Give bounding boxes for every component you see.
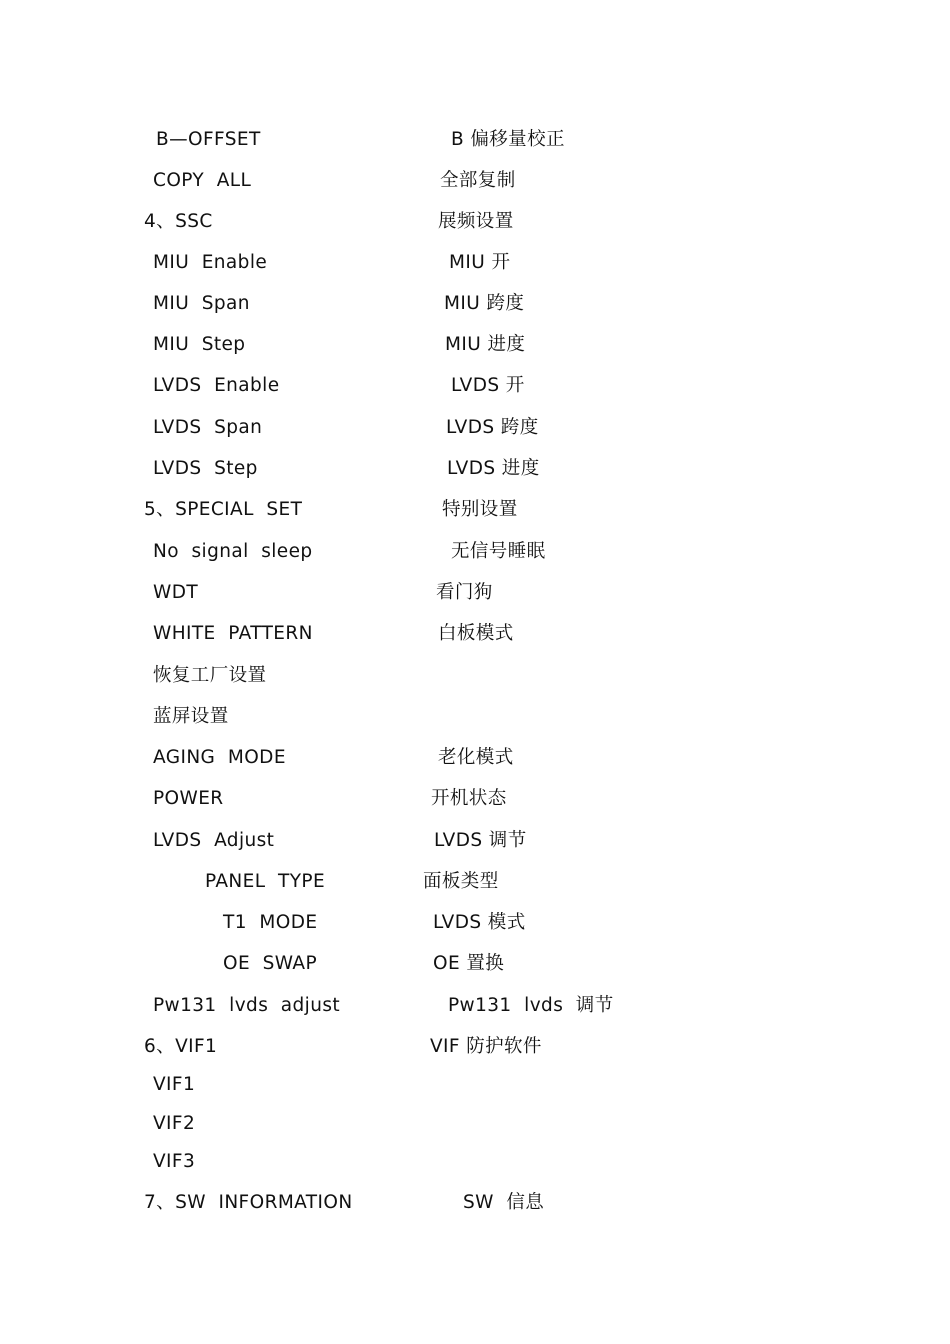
section-label-zh: SW 信息 <box>463 1192 545 1213</box>
menu-label-zh: OE 置换 <box>433 953 505 974</box>
menu-label-zh: LVDS 模式 <box>433 912 526 933</box>
menu-label-en: T1 MODE <box>223 912 318 933</box>
section-label-en: 6、VIF1 <box>144 1036 218 1057</box>
section-heading-sw-information <box>0 1188 950 1218</box>
menu-label-zh: MIU 进度 <box>445 334 526 355</box>
menu-label-en: No signal sleep <box>153 541 313 562</box>
menu-label-en: AGING MODE <box>153 747 286 768</box>
menu-label-en: POWER <box>153 788 224 809</box>
menu-label-zh: 白板模式 <box>438 623 514 644</box>
menu-label-en: COPY ALL <box>153 170 252 191</box>
menu-label-zh: LVDS 进度 <box>447 458 540 479</box>
menu-line-vif3 <box>0 1147 950 1177</box>
menu-line-lvds-enable <box>0 371 950 401</box>
menu-line-power <box>0 784 950 814</box>
menu-label-en: LVDS Span <box>153 417 263 438</box>
menu-label-en: WDT <box>153 582 199 603</box>
menu-line-miu-span <box>0 289 950 319</box>
section-heading-vif1 <box>0 1032 950 1062</box>
menu-label-en: 蓝屏设置 <box>153 706 229 727</box>
menu-label-en: B—OFFSET <box>156 129 261 150</box>
menu-label-en: VIF2 <box>153 1113 196 1134</box>
menu-line-lvds-adjust <box>0 826 950 856</box>
menu-label-en: Pw131 lvds adjust <box>153 995 341 1016</box>
menu-label-zh: Pw131 lvds 调节 <box>448 995 614 1016</box>
menu-label-zh: 面板类型 <box>423 871 499 892</box>
menu-label-en: LVDS Step <box>153 458 258 479</box>
menu-label-en: WHITE PATTERN <box>153 623 313 644</box>
menu-label-en: MIU Step <box>153 334 246 355</box>
menu-label-en: OE SWAP <box>223 953 318 974</box>
menu-label-en: LVDS Enable <box>153 375 280 396</box>
section-label-zh: 特别设置 <box>442 499 518 520</box>
section-label-en: 4、SSC <box>144 211 213 232</box>
section-heading-ssc <box>0 207 950 237</box>
menu-line-miu-step <box>0 330 950 360</box>
menu-line-lvds-span <box>0 413 950 443</box>
menu-line-factory-reset <box>0 661 950 691</box>
section-heading-special-set <box>0 495 950 525</box>
menu-line-aging-mode <box>0 743 950 773</box>
menu-label-en: PANEL TYPE <box>205 871 326 892</box>
menu-label-zh: LVDS 跨度 <box>446 417 539 438</box>
menu-line-t1-mode <box>0 908 950 938</box>
menu-line-vif2 <box>0 1109 950 1139</box>
menu-label-en: LVDS Adjust <box>153 830 275 851</box>
menu-label-en: MIU Enable <box>153 252 268 273</box>
menu-line-lvds-step <box>0 454 950 484</box>
menu-line-white-pattern <box>0 619 950 649</box>
menu-line-vif1 <box>0 1070 950 1100</box>
menu-label-zh: 老化模式 <box>438 747 514 768</box>
menu-label-en: VIF3 <box>153 1151 196 1172</box>
menu-label-zh: B 偏移量校正 <box>451 129 565 150</box>
menu-label-en: 恢复工厂设置 <box>153 665 267 686</box>
menu-line-wdt <box>0 578 950 608</box>
menu-line-copy-all <box>0 166 950 196</box>
section-label-en: 7、SW INFORMATION <box>144 1192 353 1213</box>
menu-label-zh: 开机状态 <box>431 788 507 809</box>
menu-line-oe-swap <box>0 949 950 979</box>
menu-label-zh: MIU 开 <box>449 252 511 273</box>
menu-label-zh: LVDS 调节 <box>434 830 527 851</box>
menu-line-no-signal-sleep <box>0 537 950 567</box>
menu-label-zh: 无信号睡眠 <box>451 541 546 562</box>
menu-line-blue-screen <box>0 702 950 732</box>
menu-label-zh: MIU 跨度 <box>444 293 525 314</box>
section-label-zh: VIF 防护软件 <box>430 1036 542 1057</box>
menu-line-miu-enable <box>0 248 950 278</box>
menu-label-en: VIF1 <box>153 1074 196 1095</box>
section-label-en: 5、SPECIAL SET <box>144 499 303 520</box>
menu-line-b-offset <box>0 125 950 155</box>
menu-label-zh: 全部复制 <box>440 170 516 191</box>
menu-line-panel-type <box>0 867 950 897</box>
section-label-zh: 展频设置 <box>438 211 514 232</box>
menu-line-pw131-lvds-adjust <box>0 991 950 1021</box>
menu-label-en: MIU Span <box>153 293 250 314</box>
menu-label-zh: 看门狗 <box>436 582 493 603</box>
menu-label-zh: LVDS 开 <box>451 375 525 396</box>
